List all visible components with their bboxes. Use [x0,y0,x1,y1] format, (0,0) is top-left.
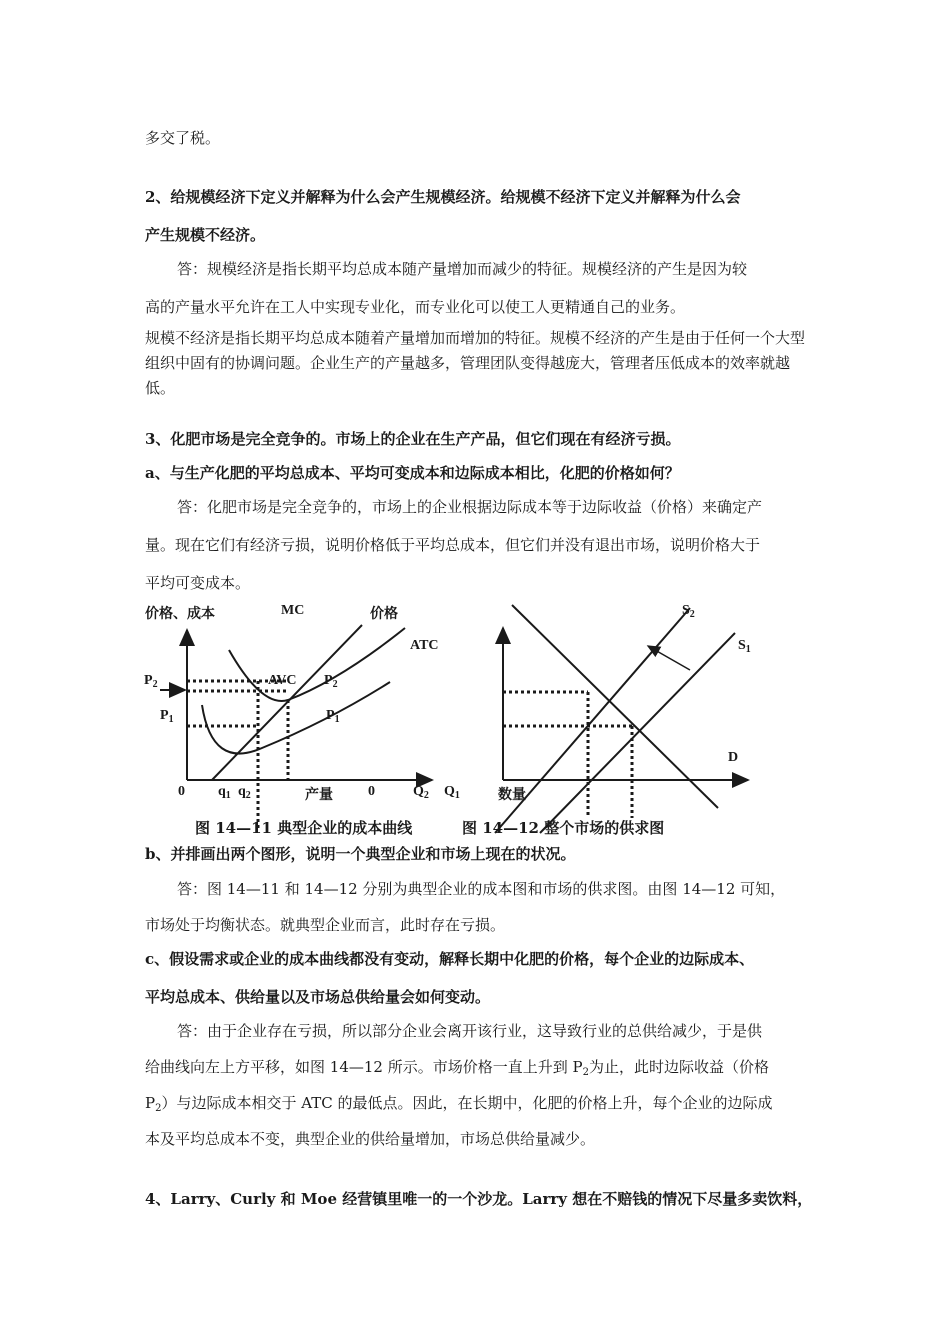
question-4: 4、Larry、Curly 和 Moe 经营镇里唯一的一个沙龙。Larry 想在不赔钱的情况下尽量多卖饮料， [145,1190,813,1208]
question-3b: b、并排画出两个图形，说明一个典型企业和市场上现在的状况。 [145,845,576,863]
fig1-origin-label: 0 [178,784,185,799]
paragraph-tax: 多交了税。 [145,129,221,147]
answer-3c-line-1: 答：由于企业存在亏损，所以部分企业会离开该行业，这导致行业的总供给减少，于是供 [177,1022,763,1040]
answer-3a-line-1: 答：化肥市场是完全竞争的，市场上的企业根据边际成本等于边际收益（价格）来确定产 [177,498,763,516]
fig1-y-label: 价格、成本 [145,607,215,622]
answer-3c-line-4: 本及平均总成本不变，典型企业的供给量增加，市场总供给量减少。 [145,1130,596,1148]
answer-2-line-2: 高的产量水平允许在工人中实现专业化，而专业化可以使工人更精通自己的业务。 [145,298,686,316]
answer-2-line-1: 答：规模经济是指长期平均总成本随产量增加而减少的特征。规模经济的产生是因为较 [177,260,748,278]
fig2-s1-label: $S_1$ [738,638,751,655]
fig2-s2-label: $S_2$ [682,603,695,620]
fig1-caption: 图 14—11 典型企业的成本曲线 [195,819,413,837]
answer-3a-line-3: 平均可变成本。 [145,574,251,592]
question-2-line-2: 产生规模不经济。 [145,226,266,244]
fig2-shift-arrow [648,646,690,670]
answer-3c-line-2: 给曲线向左上方平移，如图 14—12 所示。市场价格一直上升到 $P_2$为止，此时边际收益（价格 [145,1058,769,1078]
question-3c-line-1: c、假设需求或企业的成本曲线都没有变动，解释长期中化肥的价格，每个企业的边际成本、 [145,950,755,968]
question-3c-line-2: 平均总成本、供给量以及市场总供给量会如何变动。 [145,988,491,1006]
fig1-x-label: 产量 [305,788,333,803]
fig1-p2-right-label: $P_2$ [324,673,338,690]
fig1-p2-left-label: $P_2$ [144,673,158,690]
fig1-q2-label: $q_2$ [238,784,251,801]
fig2-s1-curve [540,633,735,833]
fig2-x-label: 数量 [498,788,526,803]
fig1-p1-right-label: $P_1$ [326,708,340,725]
fig1-p1-left-label: $P_1$ [160,708,174,725]
answer-3b-line-1: 答：图 14—11 和 14—12 分别为典型企业的成本图和市场的供求图。由图 14—12 可知， [177,880,786,898]
fig2-d-label: D [728,750,739,765]
fig1-q1-label: $q_1$ [218,784,231,801]
question-3a: a、与生产化肥的平均总成本、平均可变成本和边际成本相比，化肥的价格如何？ [145,464,680,482]
fig2-y-label: 价格 [370,607,398,622]
fig1-atc-label: ATC [410,638,439,653]
fig2-caption: 图 14—12 整个市场的供求图 [462,819,665,837]
fig2-origin-label: 0 [368,784,375,799]
answer-2-paragraph-2: 规模不经济是指长期平均总成本随着产量增加而增加的特征。规模不经济的产生是由于任何一个大型组织中固有的协调问题。企业生产的产量越多，管理团队变得越庞大，管理者压低成本的效率就越低。 [145,329,806,397]
fig1-mc-label: MC [281,603,305,618]
question-2-line-1: 2、给规模经济下定义并解释为什么会产生规模经济。给规模不经济下定义并解释为什么会 [145,188,741,206]
answer-3b-line-2: 市场处于均衡状态。就典型企业而言，此时存在亏损。 [145,916,506,934]
fig2-Q1-label: $Q_1$ [444,784,460,801]
answer-3c-line-3: $P_2$）与边际成本相交于 ATC 的最低点。因此，在长期中，化肥的价格上升，每个企业的边际成 [145,1094,773,1114]
question-3: 3、化肥市场是完全竞争的。市场上的企业在生产产品，但它们现在有经济亏损。 [145,430,681,448]
answer-3a-line-2: 量。现在它们有经济亏损，说明价格低于平均总成本，但它们并没有退出市场，说明价格大于 [145,536,761,554]
fig2-Q2-label: $Q_2$ [413,784,429,801]
fig1-avc-label: AVC [268,673,297,688]
